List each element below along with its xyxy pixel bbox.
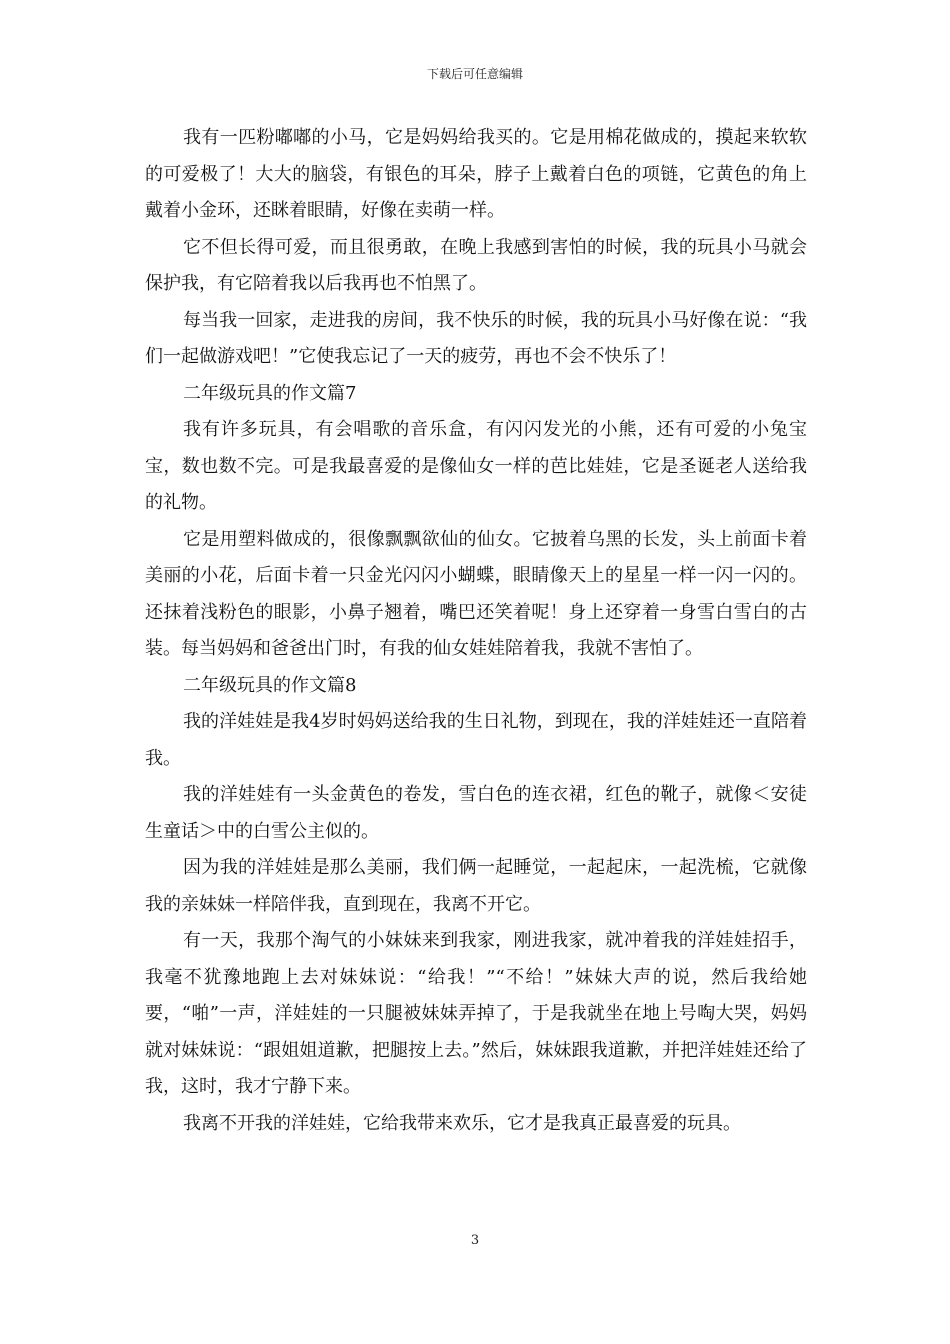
paragraph: 我的洋娃娃是我4岁时妈妈送给我的生日礼物，到现在，我的洋娃娃还一直陪着我。 <box>145 711 807 769</box>
section-heading: 二年级玩具的作文篇7 <box>183 382 357 404</box>
paragraph: 因为我的洋娃娃是那么美丽，我们俩一起睡觉，一起起床，一起洗梳，它就像我的亲妹妹一样陪伴我，直到现在，我离不开它。 <box>145 857 807 915</box>
document-body <box>145 120 807 1142</box>
paragraph: 每当我一回家，走进我的房间，我不快乐的时候，我的玩具小马好像在说：“我们一起做游戏吧！”它使我忘记了一天的疲劳，再也不会不快乐了！ <box>145 309 807 367</box>
paragraph: 它不但长得可爱，而且很勇敢，在晚上我感到害怕的时候，我的玩具小马就会保护我，有它陪着我以后我再也不怕黑了。 <box>145 236 807 294</box>
page-number: 3 <box>470 1233 480 1248</box>
page-header: 下载后可任意编辑 <box>426 67 523 81</box>
paragraph: 有一天，我那个淘气的小妹妹来到我家，刚进我家，就冲着我的洋娃娃招手，我毫不犹豫地跑上去对妹妹说：“给我！”“不给！”妹妹大声的说，然后我给她要，“啪”一声，洋娃娃的一只腿被妹妹弄掉了，于是我就坐在地上号啕大哭，妈妈就对妹妹说：“跟姐姐道歉，把腿按上去。”然后，妹妹跟我道歉，并把洋娃娃还给了我，这时，我才宁静下来。 <box>145 930 807 1097</box>
section-heading: 二年级玩具的作文篇8 <box>183 674 357 696</box>
paragraph: 我有一匹粉嘟嘟的小马，它是妈妈给我买的。它是用棉花做成的，摸起来软软的可爱极了！大大的脑袋，有银色的耳朵，脖子上戴着白色的项链，它黄色的角上戴着小金环，还眯着眼睛，好像在卖萌一样。 <box>145 127 807 221</box>
paragraph: 我的洋娃娃有一头金黄色的卷发，雪白色的连衣裙，红色的靴子，就像＜安徒生童话＞中的白雪公主似的。 <box>145 784 807 842</box>
paragraph: 我离不开我的洋娃娃，它给我带来欢乐，它才是我真正最喜爱的玩具。 <box>183 1112 741 1134</box>
paragraph: 它是用塑料做成的，很像飘飘欲仙的仙女。它披着乌黑的长发，头上前面卡着美丽的小花，后面卡着一只金光闪闪小蝴蝶，眼睛像天上的星星一样一闪一闪的。还抹着浅粉色的眼影，小鼻子翘着，嘴巴还笑着呢！身上还穿着一身雪白雪白的古装。每当妈妈和爸爸出门时，有我的仙女娃娃陪着我，我就不害怕了。 <box>145 528 807 659</box>
paragraph: 我有许多玩具，有会唱歌的音乐盒，有闪闪发光的小熊，还有可爱的小兔宝宝，数也数不完。可是我最喜爱的是像仙女一样的芭比娃娃，它是圣诞老人送给我的礼物。 <box>145 419 807 513</box>
